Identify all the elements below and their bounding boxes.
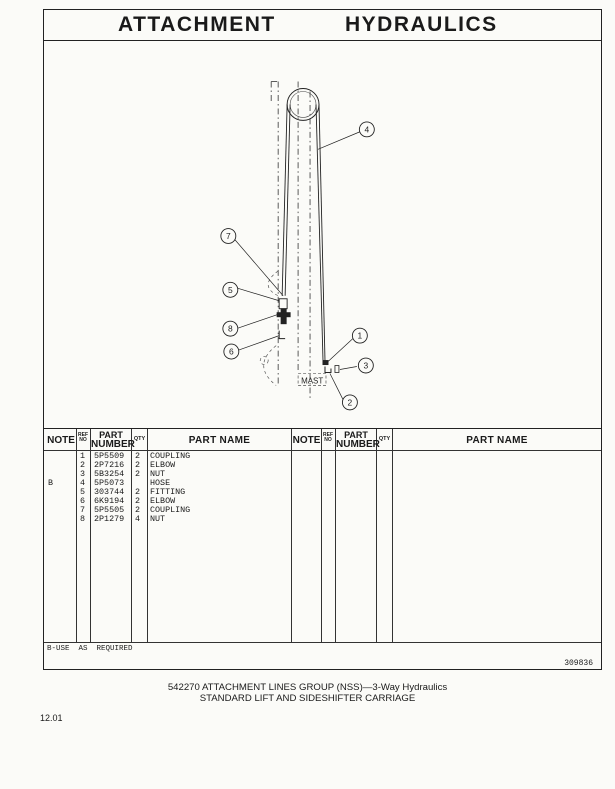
callout-leaders [234, 131, 361, 399]
callout-1: 1 [357, 330, 363, 341]
header-note-right: NOTE [292, 435, 321, 446]
callout-4: 4 [364, 124, 370, 135]
table-row-qty: 2 [135, 451, 141, 461]
table-row-part: 2P7216 [94, 460, 125, 470]
table-row-ref: 5 [80, 487, 86, 497]
callout-circles [221, 122, 374, 410]
caption-line-2: STANDARD LIFT AND SIDESHIFTER CARRIAGE [199, 693, 416, 704]
table-row-ref: 6 [80, 496, 86, 506]
table-row-note [48, 497, 53, 506]
table-row-name: COUPLING [150, 451, 191, 461]
parts-table [44, 428, 601, 643]
diagram-drawing [44, 41, 601, 428]
header-ref-no: REF NO [78, 432, 88, 443]
col-qty [135, 452, 140, 524]
table-row-part: 5B3254 [94, 469, 125, 479]
table-row-ref: 1 [80, 451, 86, 461]
title-attachment: ATTACHMENT [118, 13, 276, 36]
callout-7: 7 [225, 230, 231, 241]
table-row-name: HOSE [150, 478, 171, 488]
table-row-qty: 2 [135, 496, 141, 506]
col-note [48, 452, 53, 524]
sheave [287, 89, 319, 121]
table-row-ref: 4 [80, 478, 86, 488]
table-row-name: NUT [150, 469, 166, 479]
header-part-name: PART NAME [188, 435, 251, 446]
table-row-name: NUT [150, 514, 166, 524]
callout-2: 2 [347, 397, 353, 408]
header-note: NOTE [47, 435, 75, 446]
callout-5: 5 [227, 284, 233, 295]
callout-6: 6 [228, 346, 234, 357]
table-row-part: 5P5505 [94, 505, 125, 515]
title-bar [44, 10, 601, 41]
callout-8: 8 [227, 323, 233, 334]
table-row-qty: 2 [135, 505, 141, 515]
table-row-ref: 8 [80, 514, 86, 524]
col-ref [80, 452, 85, 524]
table-row-qty: 2 [135, 469, 141, 479]
footnote: B-USE AS REQUIRED [47, 645, 133, 653]
table-row-note [48, 452, 53, 461]
table-row-qty: 4 [135, 514, 141, 524]
header-ref-no-right: REF NO [323, 432, 333, 443]
col-part-number [94, 452, 124, 524]
table-row-note [48, 506, 53, 515]
header-qty-right: QTY [378, 436, 391, 442]
parts-page-frame [43, 9, 602, 670]
table-row-note [48, 488, 53, 497]
table-row-name: COUPLING [150, 505, 191, 515]
table-row-qty: 2 [135, 460, 141, 470]
table-row-ref: 2 [80, 460, 86, 470]
table-row-note [48, 515, 53, 524]
header-part-name-right: PART NAME [466, 435, 528, 446]
table-row-part: 6K9194 [94, 496, 125, 506]
table-row-note: B [48, 478, 54, 488]
mast-outline [271, 82, 310, 401]
header-qty: QTY [133, 436, 146, 442]
caption-line-1: 542270 ATTACHMENT LINES GROUP (NSS)—3-Way Hydraulics [167, 682, 448, 693]
table-row-qty: 2 [135, 487, 141, 497]
header-part-number: PART NUMBER [91, 430, 135, 450]
header-part-number-right: PART NUMBER [336, 430, 380, 450]
table-row-name: FITTING [150, 487, 186, 497]
table-row-ref: 3 [80, 469, 86, 479]
carriage-outline [260, 271, 278, 386]
table-row-part: 5P5509 [94, 451, 125, 461]
title-hydraulics: HYDRAULICS [345, 13, 498, 36]
table-row-name: ELBOW [150, 496, 176, 506]
fittings [277, 299, 339, 373]
table-row-part: 2P1279 [94, 514, 125, 524]
table-row-part: 303744 [94, 487, 125, 497]
drawing-number: 309836 [564, 659, 593, 668]
callout-3: 3 [363, 360, 369, 371]
table-row-ref: 7 [80, 505, 86, 515]
hydraulic-diagram [44, 41, 601, 428]
hose-lines [282, 104, 325, 360]
table-row-part: 5P5073 [94, 478, 125, 488]
table-row-name: ELBOW [150, 460, 176, 470]
mast-label: MAST [301, 376, 324, 386]
table-row-note [48, 461, 53, 470]
col-part-name [150, 452, 190, 524]
page-number: 12.01 [40, 713, 63, 723]
